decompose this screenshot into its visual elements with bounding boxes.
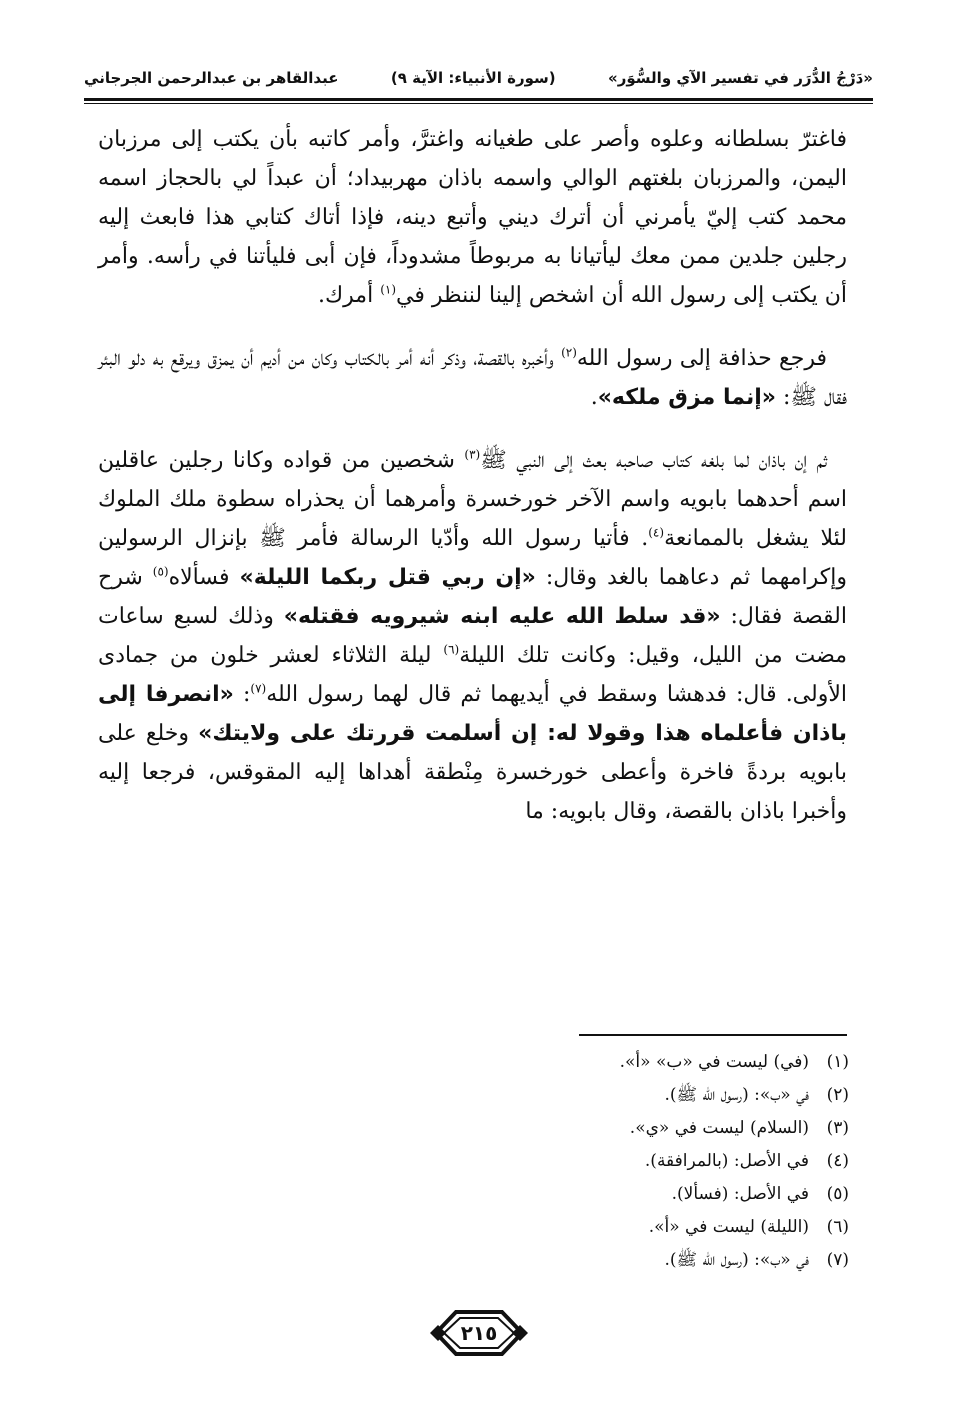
footnote-text: في الأصل: (بالمرافقة).: [644, 1151, 809, 1171]
footnote-number: (١): [826, 1052, 849, 1072]
footnote-ref-5: (٥): [152, 564, 169, 579]
hadith-quote: «إن ربي قتل ربكما الليلة»: [239, 565, 536, 590]
footnote-number: (٧): [826, 1250, 849, 1270]
paragraph-1: [98, 120, 847, 315]
footnote-number: (٥): [826, 1184, 849, 1204]
footnote-ref-4: (٤): [648, 525, 665, 540]
paragraph-3: [98, 441, 847, 831]
header-surah-ref: (سورة الأنبياء: الآية ٩): [390, 69, 556, 87]
footnote-text: (الليلة) ليست في «أ».: [648, 1217, 809, 1237]
page-number-ornament: [430, 1306, 528, 1360]
footnote-item: [300, 1178, 849, 1211]
footnote-ref-7: (٧): [250, 681, 267, 696]
footnote-text: (في) ليست في «ب» «أ».: [619, 1052, 809, 1072]
footnote-text: في «ب»: (رسول الله ﷺ).: [664, 1085, 809, 1105]
running-header: [84, 58, 873, 98]
footnote-text: في الأصل: (فسألا).: [671, 1184, 809, 1204]
footnote-text: في «ب»: (رسول الله ﷺ).: [664, 1250, 809, 1270]
footnote-ref-1: (١): [380, 282, 397, 297]
footnote-item: [300, 1211, 849, 1244]
footnote-number: (٦): [826, 1217, 849, 1237]
text-run: وذلك لسبع ساعات مضت من الليل، وقيل: وكانت تلك الليلة: [98, 604, 847, 668]
text-run: ثم إن باذان لما بلغه كتاب صاحبه بعث إلى النبي ﷺ: [480, 448, 827, 473]
header-book-title: «دَرْجُ الدُّرَر في تفسير الآي والسُّوَر»: [608, 69, 873, 87]
footnote-ref-3: (٣): [464, 447, 481, 462]
header-rule: [84, 98, 873, 101]
text-run: وأخبره بالقصة، وذكر أنه أمر بالكتاب وكان من أديم أن يمزق ويرقع به دلو البئر فقال ﷺ:: [98, 346, 847, 410]
footnote-number: (٣): [826, 1118, 849, 1138]
footnotes-list: [300, 1046, 849, 1277]
header-author: عبدالقاهر بن عبدالرحمن الجرجاني: [84, 69, 339, 87]
text-run: وخلع على بابويه بردةً فاخرة وأعطى خورخسرة مِنْطقة أهداها إليه المقوقس، فرجعا إليه وأخبرا باذان بالقصة، وقال بابويه: ما: [98, 721, 847, 824]
page-number: ٢١٥: [460, 1321, 498, 1345]
hadith-quote: «انصرفا إلى باذان فأعلماه هذا وقولا له: إن أسلمت قررتك على ولايتك»: [98, 682, 847, 746]
text-run: فرجع حذافة إلى رسول الله: [576, 346, 827, 371]
footnote-item: [300, 1079, 849, 1112]
footnote-text: (السلام) ليست في «ي».: [629, 1118, 809, 1138]
text-run: فاغترّ بسلطانه وعلوه وأصر على طغيانه واغترَّ، وأمر كاتبه بأن يكتب إلى مرزبان اليمن، والمرزبان بلغتهم الوالي واسمه باذان مهربيداد؛ أن عبداً لي بالحجاز اسمه محمد كتب إليّ يأمرني أن أترك ديني وأتبع دينه، فإذا أتاك كتابي هذا فابعث إليه رجلين جلدين ممن معك ليأتيانا به مربوطاً مشدوداً، فإن أبى فليأتنا في رأسه. وأمر أن يكتب إلى رسول الله أن اشخص إلينا لننظر في: [98, 127, 847, 308]
footnote-item: [300, 1244, 849, 1277]
footnote-rule: [579, 1034, 847, 1036]
hadith-quote: «قد سلط الله عليه ابنه شيرويه فقتله»: [283, 604, 721, 629]
main-text: [98, 120, 847, 855]
footnote-number: (٢): [826, 1085, 849, 1105]
paragraph-2: [98, 339, 847, 417]
footnote-ref-2: (٢): [561, 345, 577, 360]
footnote-item: [300, 1046, 849, 1079]
footnote-ref-6: (٦): [443, 642, 460, 657]
text-run: .: [590, 385, 598, 410]
text-run: فسألاه: [168, 565, 240, 590]
footnote-item: [300, 1112, 849, 1145]
text-run: شخصين من قواده وكانا رجلين عاقلين اسم أحدهما بابويه واسم الآخر خورخسرة وأمرهما أن يحذراه سطوة ملك الملوك لئلا يشغل بالممانعة: [98, 448, 847, 551]
text-run: شرح القصة فقال:: [98, 565, 847, 629]
text-run: ليلة الثلاثاء لعشر خلون من جمادى الأولى. قال: فدهشا وسقط في أيديهما ثم قال لهما رسول الله: [98, 643, 848, 707]
text-run: أمرك.: [318, 283, 381, 308]
hadith-quote: «إنما مزق ملكه»: [597, 385, 776, 410]
footnote-number: (٤): [826, 1151, 849, 1171]
text-run: . فأتيا رسول الله وأدّيا الرسالة فأمر ﷺ بإنزال الرسولين وإكرامهما ثم دعاهما بالغد وقال:: [98, 526, 847, 590]
text-run: :: [233, 682, 251, 707]
footnote-item: [300, 1145, 849, 1178]
